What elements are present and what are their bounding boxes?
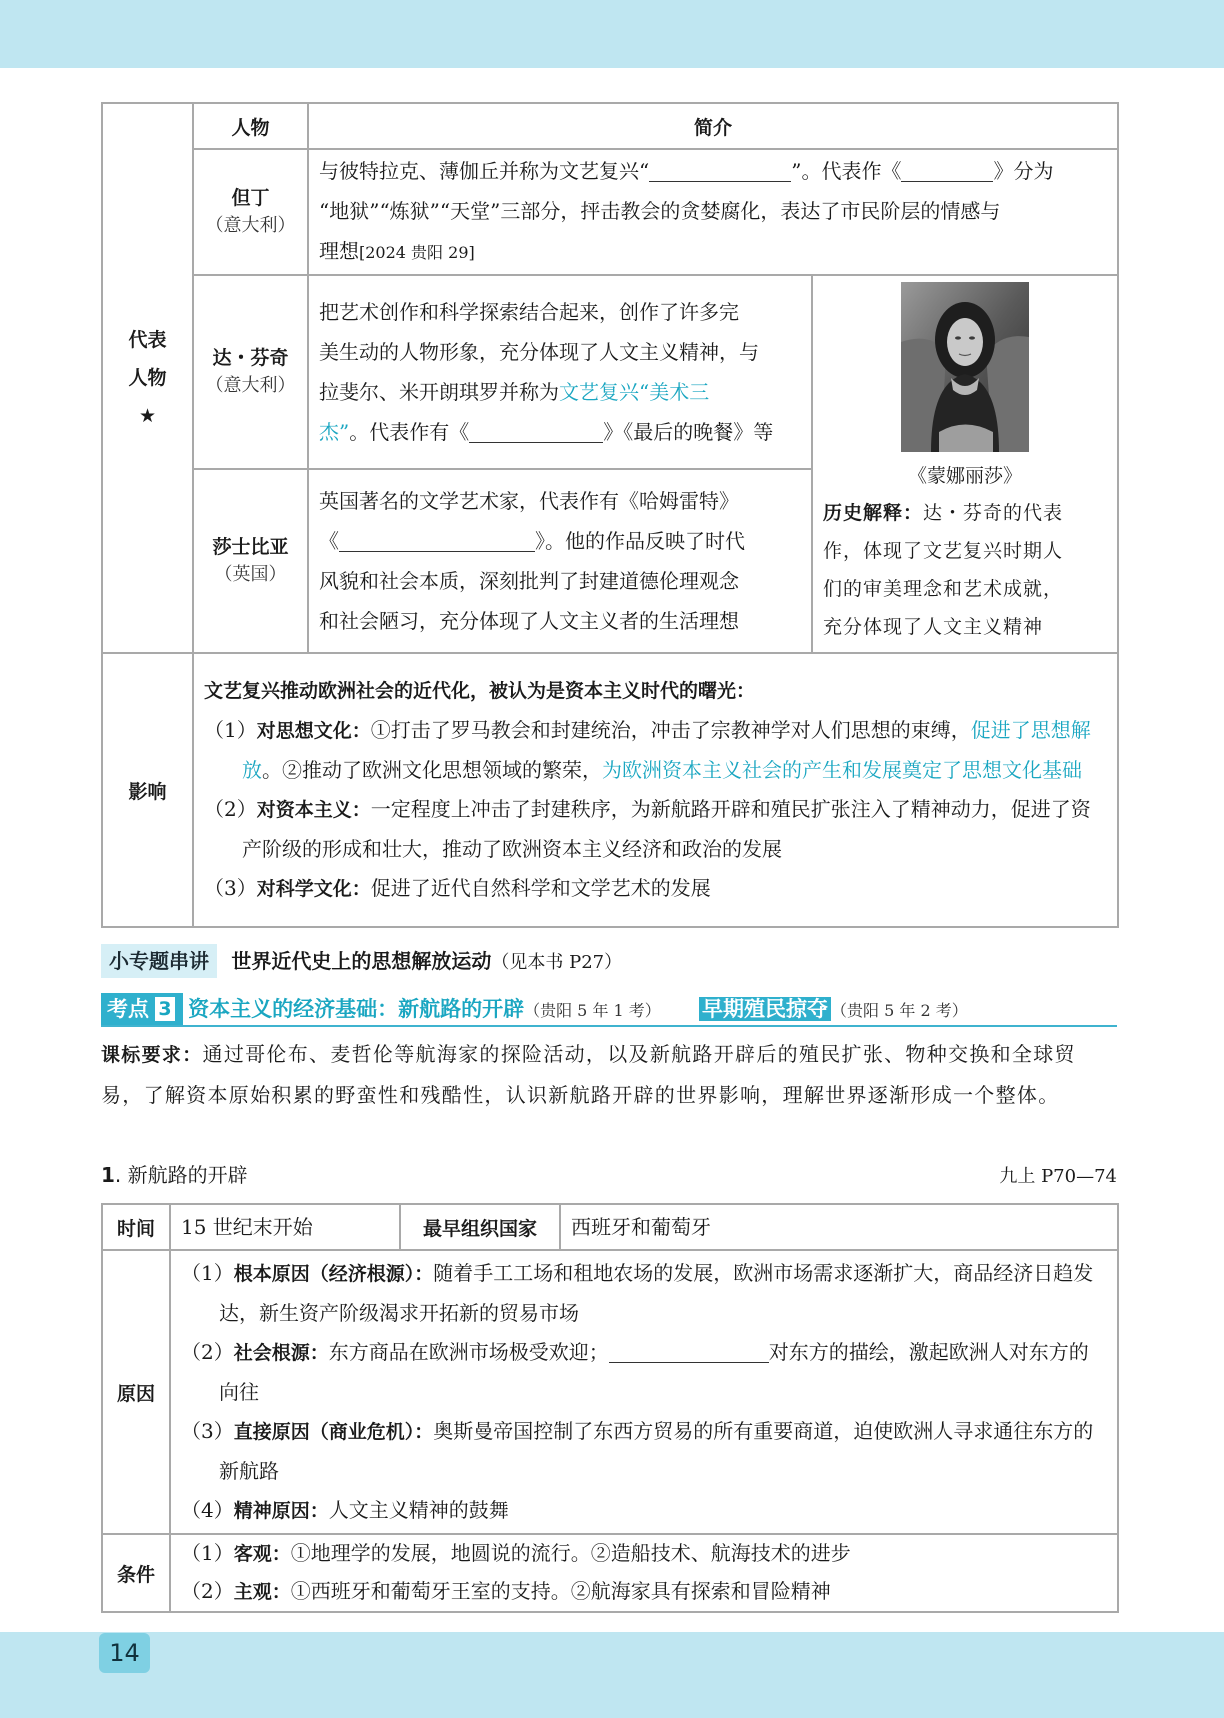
header-person: 人物 xyxy=(193,103,308,149)
kaodian-title: 资本主义的经济基础：新航路的开辟 xyxy=(188,997,525,1021)
label-reason: 原因 xyxy=(102,1250,170,1534)
kaodian-number: 3 xyxy=(153,995,177,1023)
fill-blank xyxy=(901,156,993,182)
new-route-table xyxy=(101,1203,1119,1613)
mona-lisa-image xyxy=(901,282,1029,452)
shakespeare-intro: 英国著名的文学艺术家，代表作有《哈姆雷特》 《 》。他的作品反映了时代 风貌和社会本质，深刻批判了封建道德伦理观念 和社会陋习，充分体现了人文主义者的生活理想 xyxy=(308,469,812,653)
top-band xyxy=(0,0,1224,68)
fill-blank xyxy=(339,526,535,552)
row-label-influence: 影响 xyxy=(102,653,193,927)
fill-blank xyxy=(469,417,603,443)
person-dante: 但丁 （意大利） xyxy=(193,149,308,275)
label-first-countries: 最早组织国家 xyxy=(400,1204,560,1250)
topic-tag: 小专题串讲 xyxy=(101,944,217,978)
topic-title: 世界近代史上的思想解放运动 xyxy=(231,949,492,973)
kaodian-title2: 早期殖民掠夺 xyxy=(699,997,831,1021)
kaodian-label: 考点 3 xyxy=(101,993,183,1025)
condition-content: （1）客观：①地理学的发展，地圆说的流行。②造船技术、航海技术的进步 （2）主观：①西班牙和葡萄牙王室的支持。②航海家具有探索和冒险精神 xyxy=(170,1534,1118,1612)
fill-blank xyxy=(649,156,791,182)
person-davinci: 达・芬奇 （意大利） xyxy=(193,275,308,469)
value-time: 15 世纪末开始 xyxy=(170,1204,400,1250)
header-intro: 简介 xyxy=(308,103,1118,149)
history-explanation: 历史解释：达・芬奇的代表 作，体现了文艺复兴时期人 们的审美理念和艺术成就， 充分体现了人文主义精神 xyxy=(823,502,1064,638)
davinci-intro: 把艺术创作和科学探索结合起来，创作了许多完 美生动的人物形象，充分体现了人文主义精神，与 拉斐尔、米开朗琪罗并称为文艺复兴“美术三 杰”。代表作有《 》《最后的晚餐》等 xyxy=(308,275,812,469)
mona-lisa-panel xyxy=(812,275,1118,653)
fill-blank xyxy=(609,1337,769,1363)
renaissance-table xyxy=(101,102,1119,928)
page-number: 14 xyxy=(99,1633,150,1673)
dante-intro: 与彼特拉克、薄伽丘并称为文艺复兴“ ”。代表作《 》分为 “地狱”“炼狱”“天堂”三部分，抨击教会的贪婪腐化，表达了市民阶层的情感与 理想[2024 贵阳 29] xyxy=(308,149,1118,275)
topic-strip xyxy=(101,944,622,980)
reason-content: （1）根本原因（经济根源）：随着手工工场和租地农场的发展，欧洲市场需求逐渐扩大，商品经济日趋发达，新生资产阶级渴求开拓新的贸易市场 （2）社会根源：东方商品在欧洲市场极受欢迎； 对东方的描绘，激起欧洲人对东方的向往 （3）直接原因（商业危机）：奥斯曼帝国控制了东西方贸易的所有重要商道，迫使欧洲人寻求通往东方的新航路 （4）精神原因：人文主义精神的鼓舞 xyxy=(170,1250,1118,1534)
label-time: 时间 xyxy=(102,1204,170,1250)
section-textbook-ref: 九上 P70—74 xyxy=(999,1166,1117,1187)
curriculum-requirement: 课标要求：通过哥伦布、麦哲伦等航海家的探险活动，以及新航路开辟后的殖民扩张、物种交换和全球贸易，了解资本原始积累的野蛮性和残酷性，认识新航路开辟的世界影响，理解世界逐渐形成一个整体。 xyxy=(101,1042,1076,1107)
kaodian-header: 考点 3 资本主义的经济基础：新航路的开辟（贵阳 5 年 1 考） 早期殖民掠夺 （贵阳 5 年 2 考） xyxy=(101,993,1117,1027)
label-condition: 条件 xyxy=(102,1534,170,1612)
value-first-countries: 西班牙和葡萄牙 xyxy=(560,1204,1118,1250)
bottom-band xyxy=(0,1632,1224,1718)
row-label-figures: 代表 人物 ★ xyxy=(102,103,193,653)
mona-lisa-caption: 《蒙娜丽莎》 xyxy=(908,465,1023,487)
topic-ref: （见本书 P27） xyxy=(491,952,623,973)
star-icon: ★ xyxy=(138,405,157,427)
section-title: 1. 新航路的开辟 xyxy=(101,1163,248,1187)
influence-content: 文艺复兴推动欧洲社会的近代化，被认为是资本主义时代的曙光： （1）对思想文化：①打击了罗马教会和封建统治，冲击了宗教神学对人们思想的束缚，促进了思想解放。②推动了欧洲文化思想领域的繁荣，为欧洲资本主义社会的产生和发展奠定了思想文化基础 （2）对资本主义：一定程度上冲击了封建秩序，为新航路开辟和殖民扩张注入了精神动力，促进了资产阶级的形成和壮大，推动了欧洲资本主义经济和政治的发展 （3）对科学文化：促进了近代自然科学和文学艺术的发展 xyxy=(193,653,1118,927)
person-shakespeare: 莎士比亚 （英国） xyxy=(193,469,308,653)
